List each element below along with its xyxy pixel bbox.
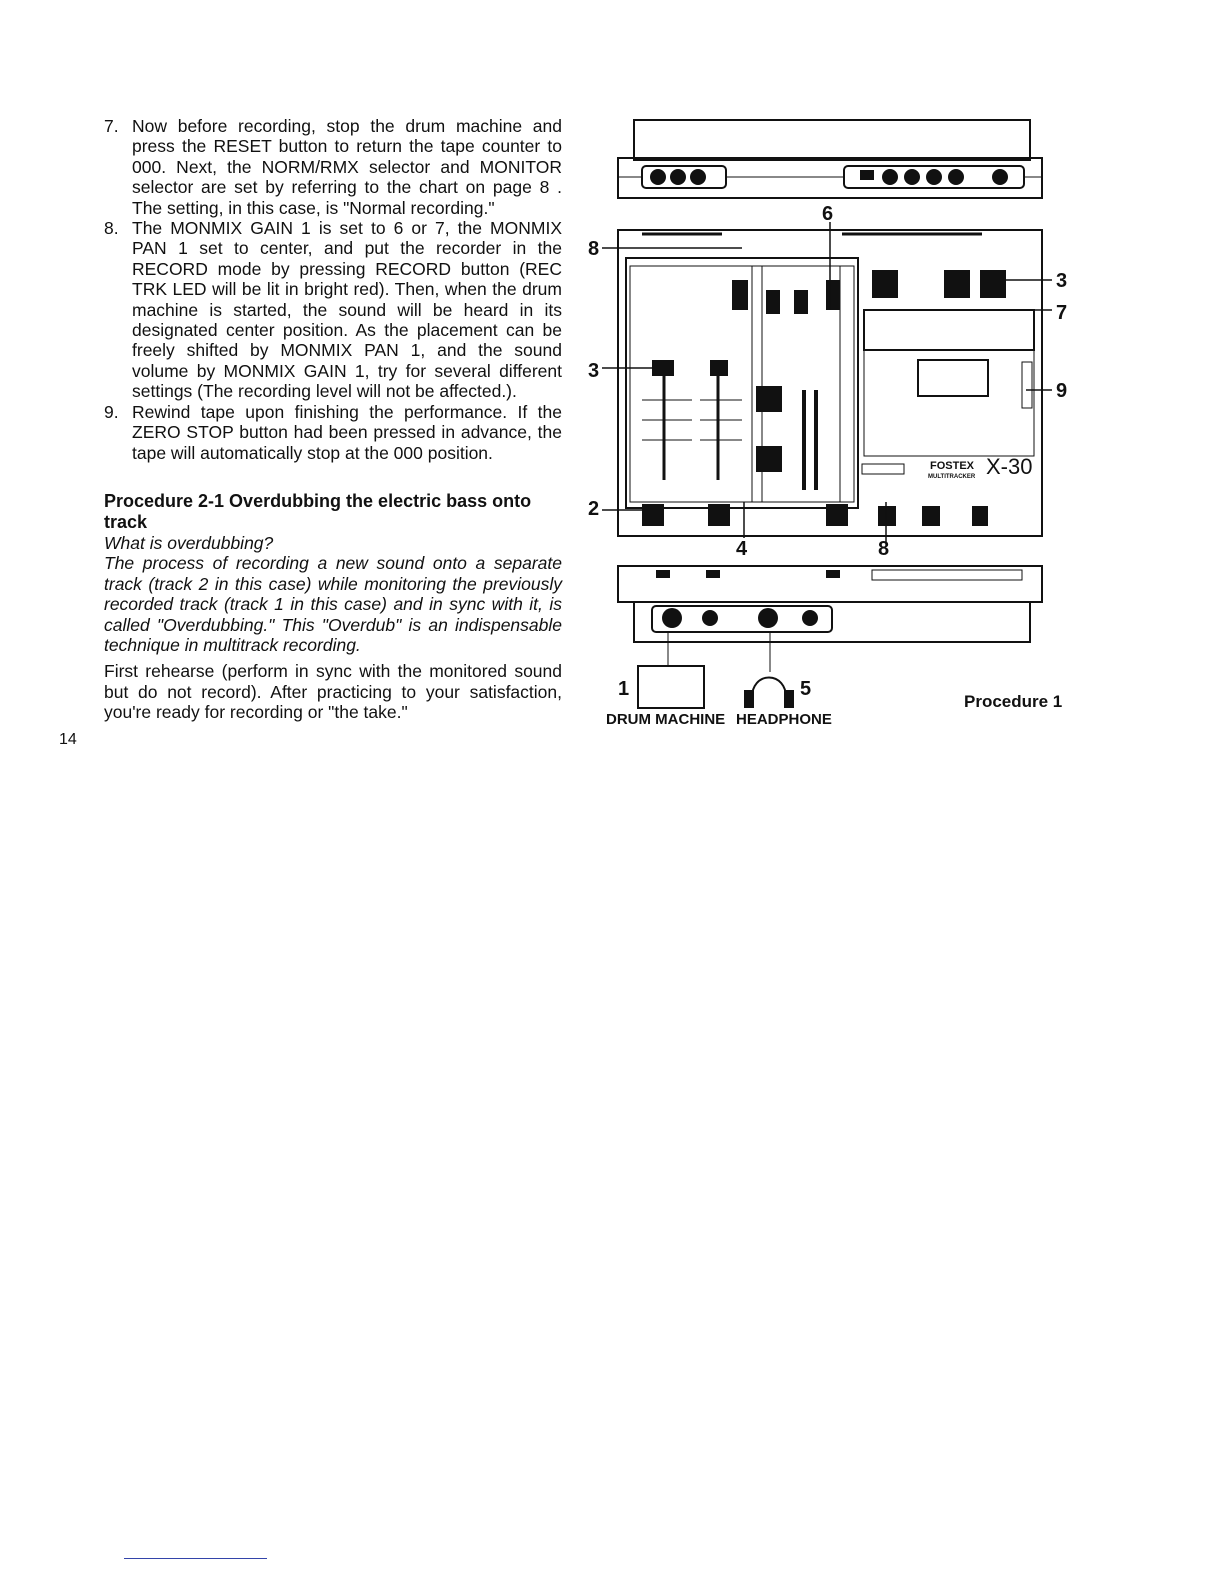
step-number: 8. (104, 218, 119, 239)
callout-1: 1 (618, 678, 630, 700)
model-name: X-30 (986, 454, 1033, 479)
model-subtitle: MULTITRACKER (928, 474, 976, 480)
step-item (104, 402, 562, 463)
callout-8-left: 8 (588, 238, 600, 260)
step-text: Rewind tape upon finishing the performance. If the ZERO STOP button had been pressed in advance, the tape will automatically stop at the 000 position. (132, 401, 562, 463)
step-number: 9. (104, 401, 119, 422)
step-text: Now before recording, stop the drum machine and press the RESET button to return the tape counter to 000. Next, the NORM/RMX selector and MONITOR selector are set by referring to the chart on page 8 . The setting, in this case, is "Normal recording." (132, 116, 562, 218)
callout-3-left: 3 (588, 360, 600, 382)
text-column (104, 116, 562, 723)
page-number: 14 (59, 731, 77, 748)
multitracker-illustration (582, 110, 1092, 740)
callout-6: 6 (822, 203, 834, 225)
multitracker-diagram (582, 110, 1092, 740)
step-number: 7. (104, 116, 119, 136)
procedure-heading: Procedure 2-1 Overdubbing the electric bass onto track (104, 490, 532, 532)
callout-9: 9 (1056, 380, 1068, 402)
callout-2: 2 (588, 498, 600, 520)
callout-8-bottom: 8 (878, 538, 890, 560)
step-list (104, 116, 562, 463)
procedure-definition: The process of recording a new sound onto a separate track (track 2 in this case) while monitoring the previously recorded track (track 1 in this case) and in sync with it, is called "Overdubbing." This "Overdub" is an indispensable technique in multitrack recording. (104, 553, 562, 655)
figure-caption: Procedure 1 (964, 692, 1063, 711)
callout-5: 5 (800, 678, 812, 700)
step-text: The MONMIX GAIN 1 is set to 6 or 7, the MONMIX PAN 1 set to center, and put the recorder in the RECORD mode by pressing RECORD button (REC TRK LED will be lit in bright red). Then, when the drum machine is started, the sound will be heard in its designated center position. As the placement can be freely shifted by MONMIX PAN 1, and the sound volume by MONMIX GAIN 1, try for several different settings (The recording level will not be affected.). (132, 218, 562, 402)
callout-7: 7 (1056, 302, 1068, 324)
callout-3-right: 3 (1056, 270, 1068, 292)
callout-4: 4 (736, 538, 748, 560)
procedure-subheading: What is overdubbing? (104, 532, 274, 553)
brand-logo: FOSTEX (930, 460, 975, 472)
headphone-label: HEADPHONE (736, 711, 832, 728)
step-item (104, 116, 562, 218)
drum-machine-label: DRUM MACHINE (606, 711, 726, 728)
footnote-rule (124, 1558, 267, 1559)
step-item (104, 218, 562, 402)
procedure-body: First rehearse (perform in sync with the monitored sound but do not record). After practicing to your satisfaction, you're ready for recording or "the take." (104, 661, 562, 723)
